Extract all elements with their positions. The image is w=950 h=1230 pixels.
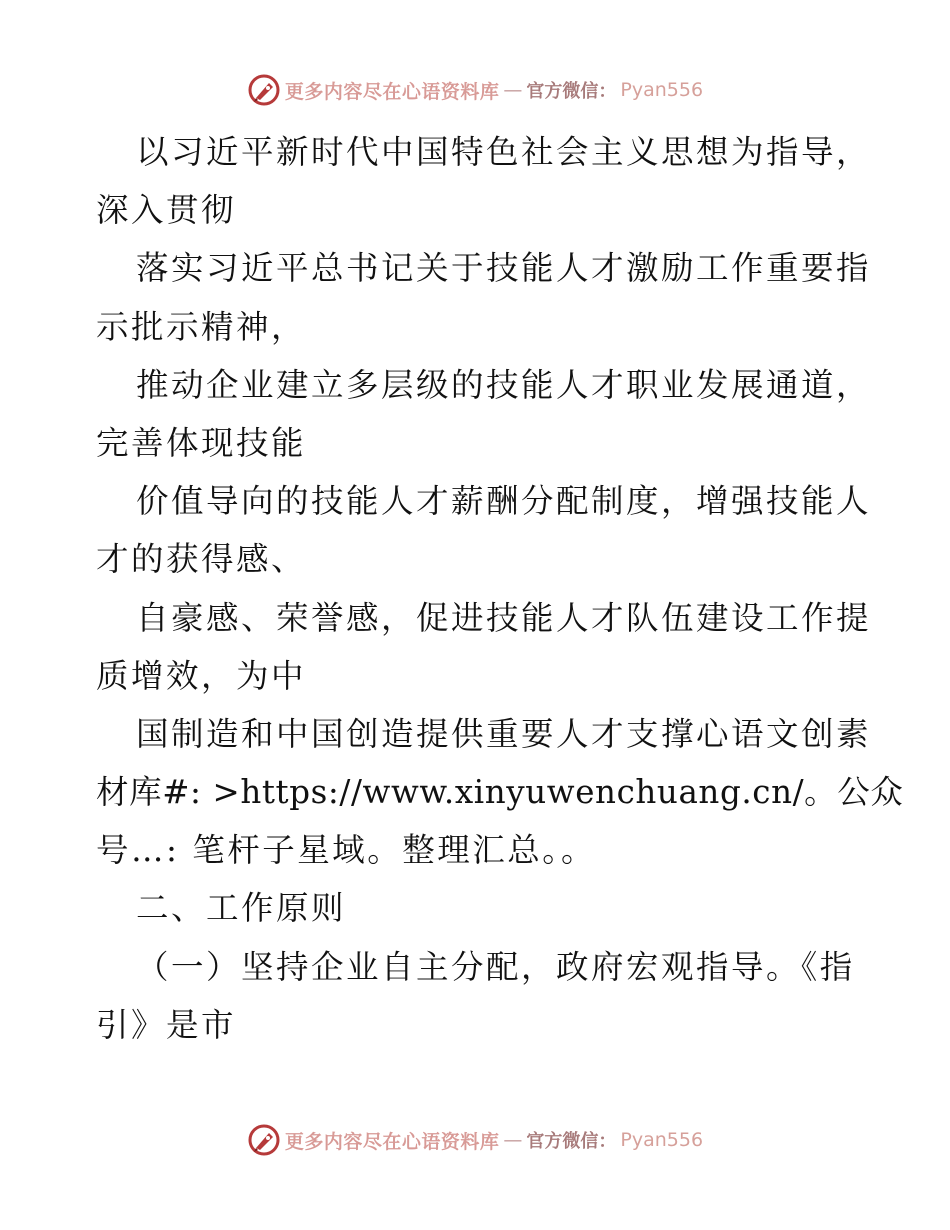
watermark-text: 更多内容尽在心语资料库: [284, 80, 500, 103]
body-line: 质增效，为中: [96, 656, 307, 695]
body-line: 引》是市: [96, 1005, 237, 1044]
pen-logo-icon: [247, 73, 281, 107]
body-line: 以习近平新时代中国特色社会主义思想为指导，: [136, 133, 872, 171]
body-line: 自豪感、荣誉感，促进技能人才队伍建设工作提: [136, 598, 872, 637]
body-line: 推动企业建立多层级的技能人才职业发展通道，: [136, 365, 872, 404]
watermark-dash: —: [503, 79, 523, 101]
watermark-id: Pyan556: [620, 79, 704, 101]
body-line: 完善体现技能: [96, 423, 307, 462]
body-line: 落实习近平总书记关于技能人才激励工作重要指: [136, 249, 872, 288]
body-line: （一）坚持企业自主分配，政府宏观指导。《指: [136, 947, 855, 986]
body-line: 示批示精神，: [96, 307, 307, 346]
watermark-official: 官方微信：: [526, 81, 617, 102]
header-watermark: [0, 70, 950, 110]
footer-watermark: [0, 1120, 950, 1160]
section-heading: 二、工作原则: [136, 889, 347, 928]
body-line: 价值导向的技能人才薪酬分配制度，增强技能人: [136, 482, 872, 521]
body-line: 国制造和中国创造提供重要人才支撑心语文创素: [136, 714, 872, 753]
body-line-url: 材库#: >https://www.xinyuwenchuang.cn/。公众: [96, 773, 904, 812]
watermark-official: 官方微信：: [526, 1131, 617, 1152]
body-line: 号…: 笔杆子星域。整理汇总。。: [96, 831, 597, 870]
body-line: 才的获得感、: [96, 540, 307, 579]
document-body: [96, 123, 904, 1054]
body-line: 深入贯彻: [96, 191, 237, 230]
watermark-dash: —: [503, 1129, 523, 1151]
watermark-id: Pyan556: [620, 1129, 704, 1151]
watermark-text: 更多内容尽在心语资料库: [284, 1130, 500, 1153]
pen-logo-icon: [247, 1123, 281, 1157]
